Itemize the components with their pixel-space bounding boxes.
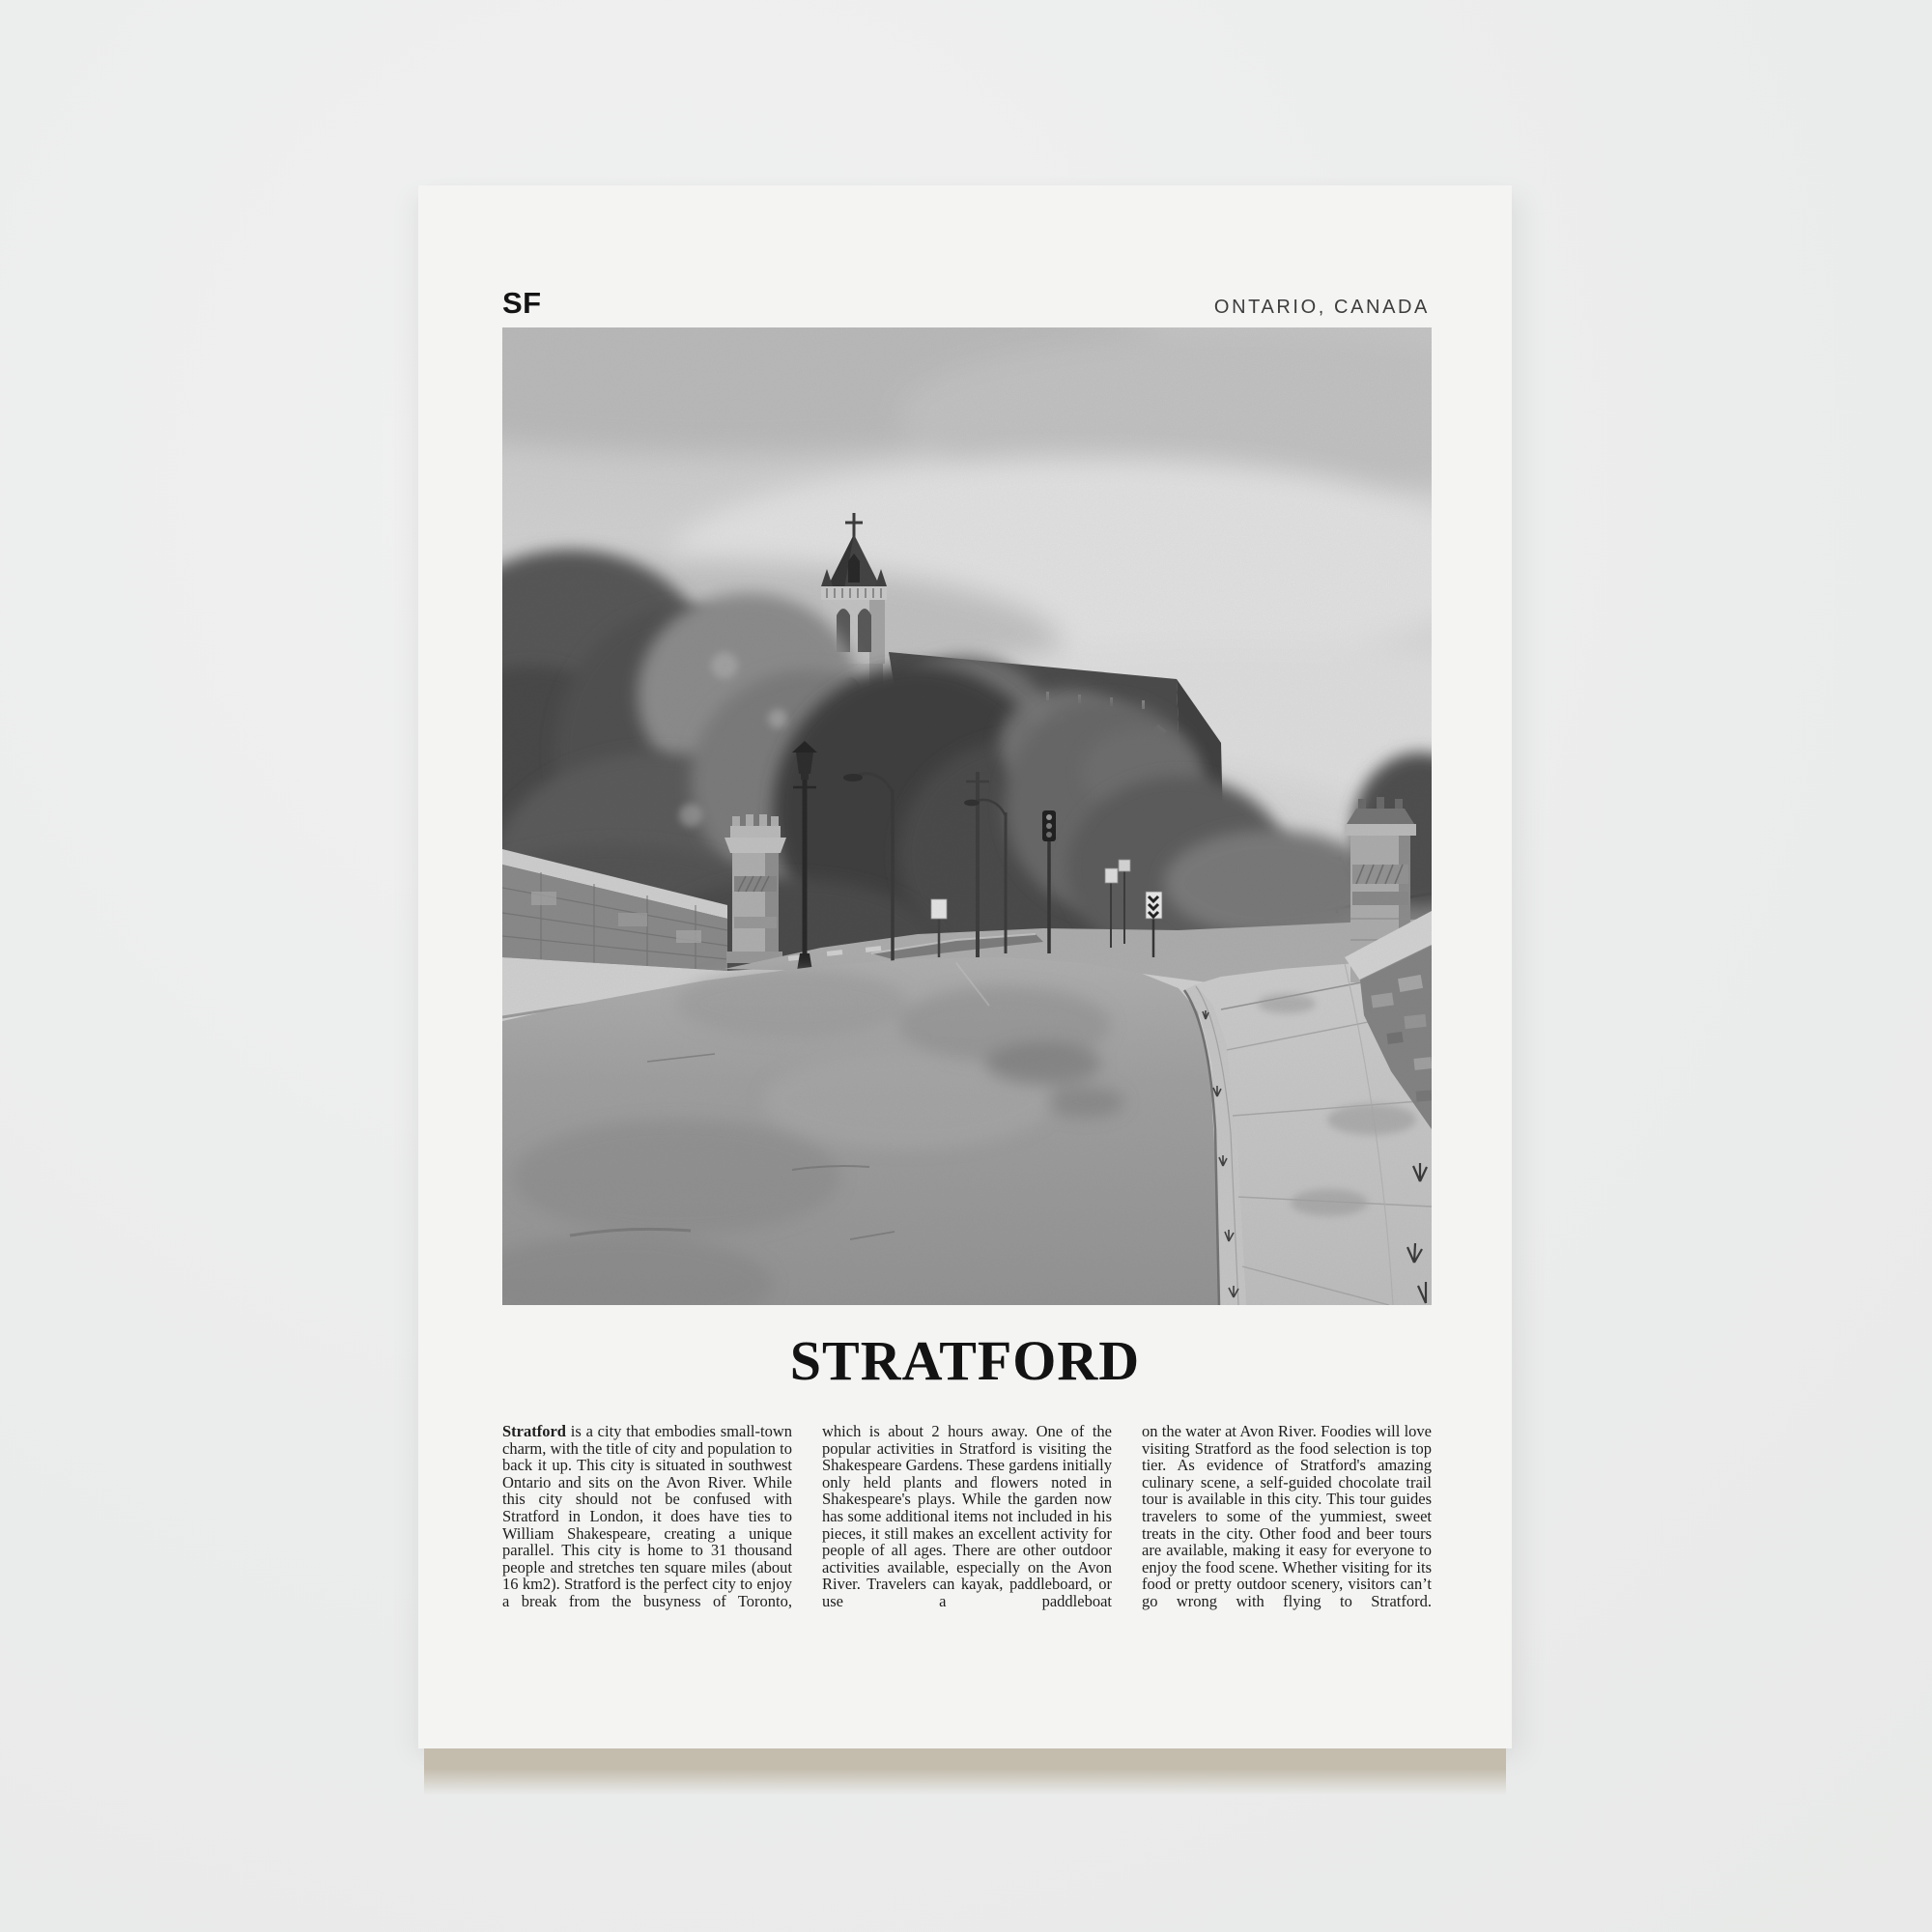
poster [418, 185, 1512, 1748]
article-column-1 [502, 1423, 792, 1610]
article-column-2 [822, 1423, 1112, 1610]
poster-header [502, 286, 1430, 321]
article-column-1-text: is a city that embodies small-town charm, with the title of city and population to back it up. This city is situated in southwest Ontario and sits on the Avon River. While this city should not be confused with Stratford in London, it does have ties to William Shakespeare, creating a unique parallel. This city is home to 31 thousand people and stretches ten square miles (about 16 km2). Stratford is the perfect city to enjoy a break from the busyness of Toronto, [502, 1422, 792, 1610]
article-column-2-text: which is about 2 hours away. One of the popular activities in Stratford is visiting the Shakespeare Gardens. These gardens initially only held plants and flowers noted in Shakespeare's plays. While the garden now has some additional items not included in his pieces, it still makes an excellent activity for people of all ages. There are other outdoor activities available, especially on the Avon River. Travelers can kayak, paddleboard, or use a paddleboat [822, 1422, 1112, 1610]
article-lead-word: Stratford [502, 1422, 566, 1440]
article-column-3-text: on the water at Avon River. Foodies will love visiting Stratford as the food selection is top tier. As evidence of Stratford's amazing culinary scene, a self-guided chocolate trail tour is available in this city. This tour guides travelers to some of the yummiest, sweet treats in the city. Other food and beer tours are available, making it easy for everyone to enjoy the food scene. Whether visiting for its food or pretty outdoor scenery, visitors can’t go wrong with flying to Stratford. [1142, 1422, 1432, 1610]
stratford-photo [502, 327, 1432, 1305]
article-column-3 [1142, 1423, 1432, 1610]
logo-sf: SF [502, 286, 542, 320]
film-grain [502, 327, 1432, 1305]
header-location: ONTARIO, CANADA [1213, 297, 1430, 318]
poster-title: STRATFORD [789, 1329, 1141, 1392]
